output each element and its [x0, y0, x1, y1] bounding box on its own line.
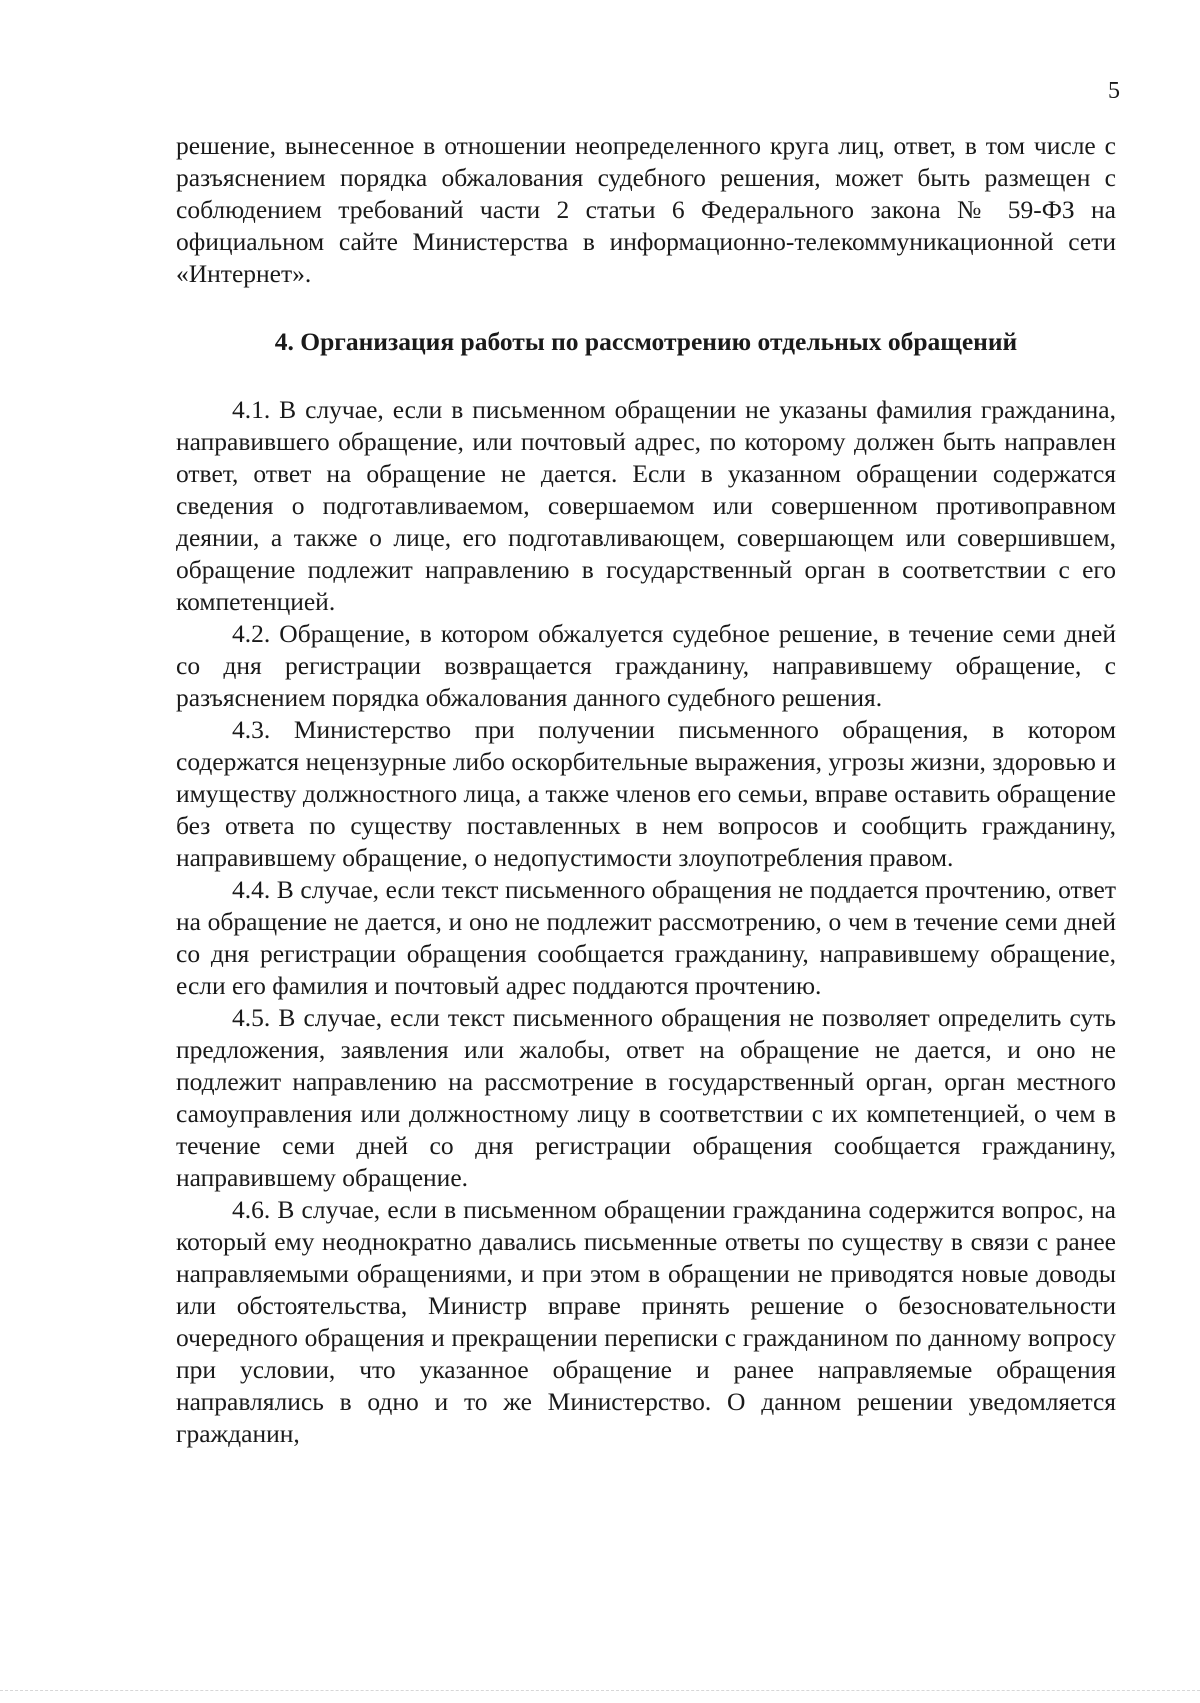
paragraph-4-2: 4.2. Обращение, в котором обжалуется судебное решение, в течение семи дней со дня регистрации возвращается гражданину, направившему обращение, с разъяснением порядка обжалования данного судебного решения. [176, 619, 1116, 712]
section-heading: 4. Организация работы по рассмотрению отдельных обращений [274, 327, 1018, 356]
paragraph-4-1: 4.1. В случае, если в письменном обращении не указаны фамилия гражданина, направившего обращение, или почтовый адрес, по которому должен быть направлен ответ, ответ на обращение не дается. Если в указанном обращении содержатся сведения о подготавливаемом, совершаемом или совершенном противоправном деянии, а также о лице, его подготавливающем, совершающем или совершившем, обращение подлежит направлению в государственный орган в соответствии с его компетенцией. [176, 395, 1116, 616]
paragraph-4-5: 4.5. В случае, если текст письменного обращения не позволяет определить суть предложения, заявления или жалобы, ответ на обращение не дается, и оно не подлежит направлению на рассмотрение в государственный орган, орган местного самоуправления или должностному лицу в соответствии с их компетенцией, о чем в течение семи дней со дня регистрации обращения сообщается гражданину, направившему обращение. [176, 1003, 1116, 1192]
paragraph-4-4: 4.4. В случае, если текст письменного обращения не поддается прочтению, ответ на обращение не дается, и оно не подлежит рассмотрению, о чем в течение семи дней со дня регистрации обращения сообщается гражданину, направившему обращение, если его фамилия и почтовый адрес поддаются прочтению. [176, 875, 1116, 1000]
document-body [176, 130, 1116, 1450]
scan-edge-artifact [0, 1690, 1200, 1695]
lead-paragraph: решение, вынесенное в отношении неопределенного круга лиц, ответ, в том числе с разъяснением порядка обжалования судебного решения, может быть размещен с соблюдением требований части 2 статьи 6 Федерального закона № 59-ФЗ на официальном сайте Министерства в информационно-телекоммуникационной сети «Интернет». [176, 131, 1116, 288]
paragraph-4-3: 4.3. Министерство при получении письменного обращения, в котором содержатся нецензурные либо оскорбительные выражения, угрозы жизни, здоровью и имуществу должностного лица, а также членов его семьи, вправе оставить обращение без ответа по существу поставленных в нем вопросов и сообщить гражданину, направившему обращение, о недопустимости злоупотребления правом. [176, 715, 1116, 872]
page-number: 5 [1108, 78, 1120, 104]
paragraph-4-6: 4.6. В случае, если в письменном обращении гражданина содержится вопрос, на который ему неоднократно давались письменные ответы по существу в связи с ранее направляемыми обращениями, и при этом в обращении не приводятся новые доводы или обстоятельства, Министр вправе принять решение о безосновательности очередного обращения и прекращении переписки с гражданином по данному вопросу при условии, что указанное обращение и ранее направляемые обращения направлялись в одно и то же Министерство. О данном решении уведомляется гражданин, [176, 1195, 1116, 1448]
